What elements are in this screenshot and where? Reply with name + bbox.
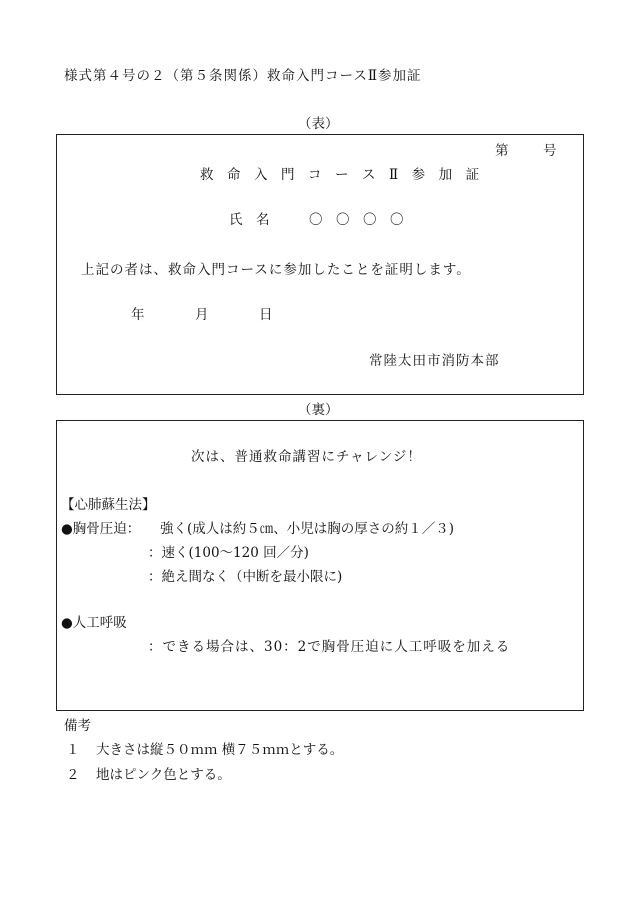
back-section-label: （裏） bbox=[298, 402, 339, 418]
note-2-number: ２ bbox=[66, 767, 80, 783]
back-headline: 次は、普通救命講習にチャレンジ！ bbox=[191, 449, 422, 465]
note-1-text: 大きさは縦５０ｍｍ 横７５ｍｍとする。 bbox=[96, 742, 344, 758]
date-day-label: 日 bbox=[259, 307, 273, 323]
cpr-heading: 【心肺蘇生法】 bbox=[61, 497, 156, 513]
certification-statement: 上記の者は、救命入門コースに参加したことを証明します。 bbox=[81, 262, 471, 278]
compression-line-1: 強く(成人は約５㎝、小児は胸の厚さの約１／３) bbox=[160, 521, 455, 537]
form-title: 様式第４号の２（第５条関係）救命入門コースⅡ参加証 bbox=[64, 68, 422, 84]
breathing-line: ：できる場合は、30：2で胸骨圧迫に人工呼吸を加える bbox=[148, 639, 511, 655]
back-card bbox=[56, 420, 584, 711]
front-section-label: （表） bbox=[298, 116, 339, 132]
date-year-label: 年 bbox=[131, 307, 145, 323]
notes-heading: 備考 bbox=[64, 718, 91, 734]
front-card bbox=[56, 134, 584, 395]
compression-line-2: ：速く(100～120 回／分) bbox=[148, 545, 309, 561]
card-title: 救 命 入 門 コ ー ス Ⅱ 参 加 証 bbox=[200, 167, 480, 183]
note-1-number: １ bbox=[66, 742, 80, 758]
compression-line-3: ：絶え間なく（中断を最小限に) bbox=[148, 569, 343, 585]
number-label-prefix: 第 bbox=[495, 143, 509, 159]
date-month-label: 月 bbox=[195, 307, 209, 323]
name-value: 〇 〇 〇 〇 bbox=[309, 212, 404, 228]
name-label: 氏 名 bbox=[229, 212, 270, 228]
breathing-heading: ●人工呼吸 bbox=[61, 615, 127, 631]
compression-label: ●胸骨圧迫： bbox=[61, 521, 141, 537]
number-label-suffix: 号 bbox=[543, 143, 557, 159]
note-2-text: 地はピンク色とする。 bbox=[96, 767, 231, 783]
issuer: 常陸太田市消防本部 bbox=[369, 353, 500, 369]
